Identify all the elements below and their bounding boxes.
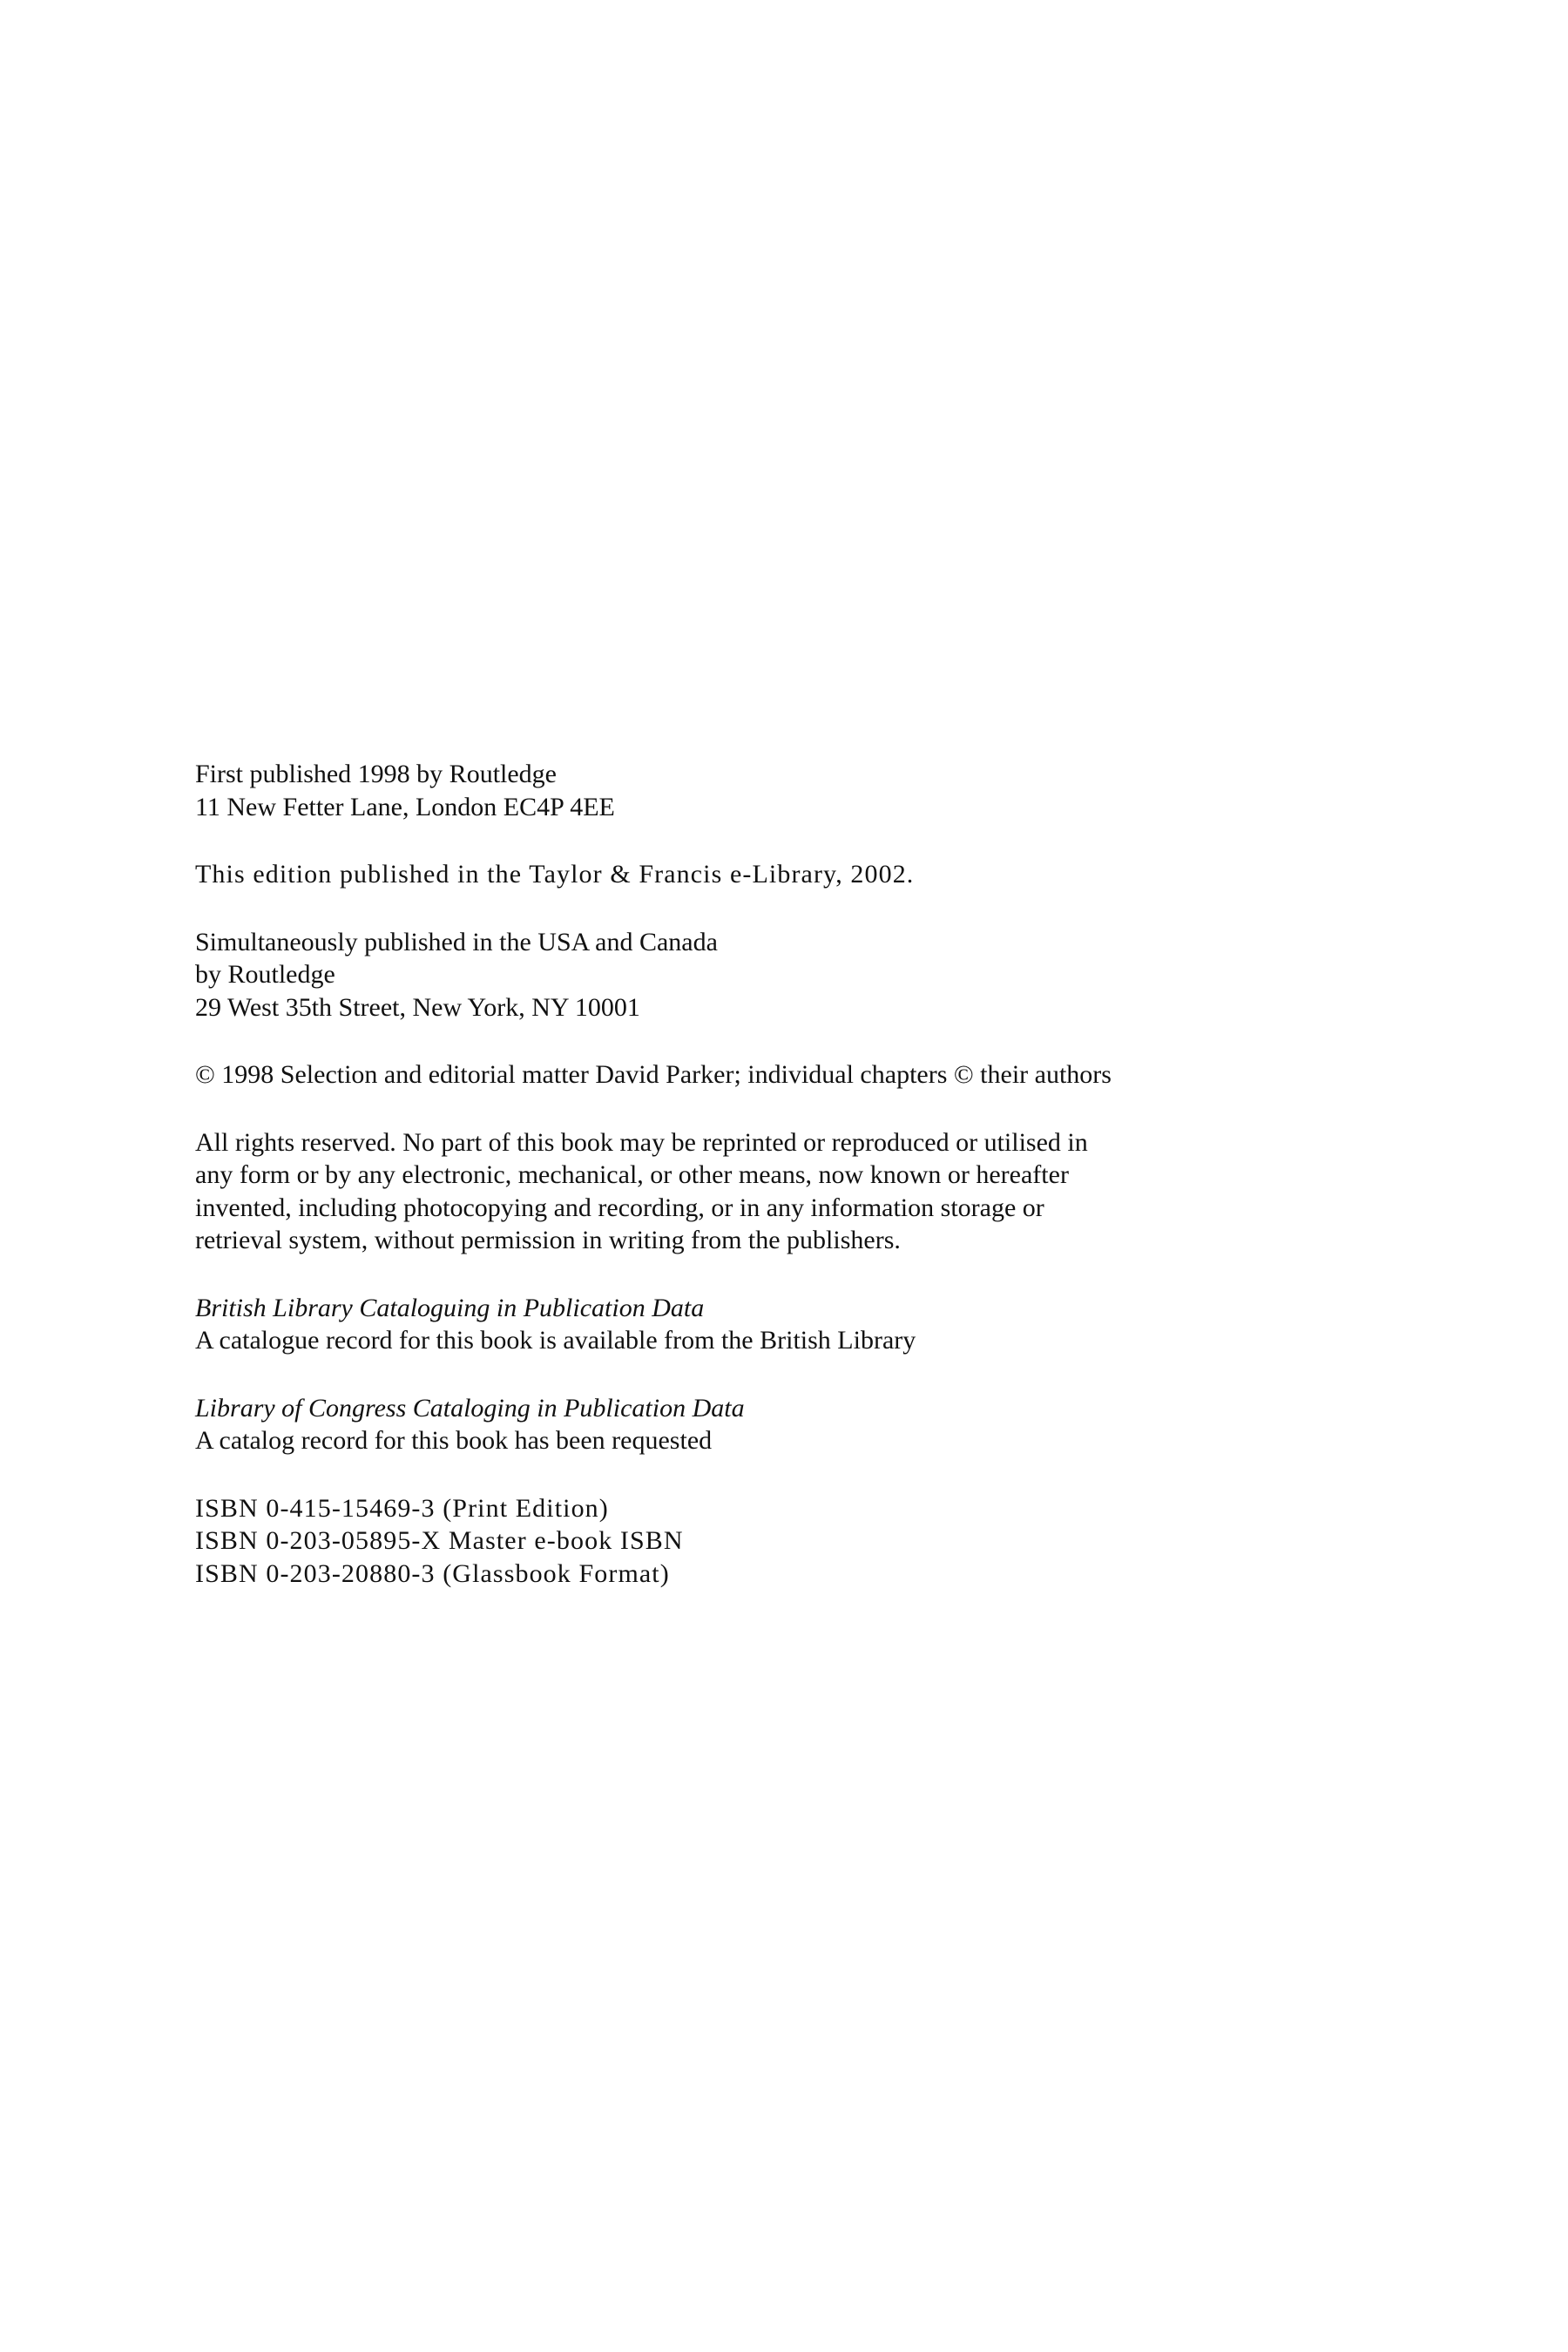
british-library-heading: British Library Cataloguing in Publication Data — [195, 1293, 705, 1322]
publisher-address-line: 11 New Fetter Lane, London EC4P 4EE — [195, 792, 615, 821]
isbn-line: ISBN 0-203-05895-X Master e-book ISBN — [195, 1526, 684, 1555]
rights-line: any form or by any electronic, mechanical, or other means, now known or hereafter — [195, 1160, 1069, 1189]
us-address-line: 29 West 35th Street, New York, NY 10001 — [195, 992, 640, 1022]
isbn-line: ISBN 0-415-15469-3 (Print Edition) — [195, 1493, 609, 1523]
british-library-paragraph — [195, 1292, 1293, 1357]
isbn-line: ISBN 0-203-20880-3 (Glassbook Format) — [195, 1558, 670, 1588]
copyright-block — [195, 758, 1293, 1625]
library-of-congress-text: A catalog record for this book has been requested — [195, 1426, 713, 1455]
simultaneous-publication-paragraph — [195, 926, 1293, 1024]
rights-line: invented, including photocopying and recording, or in any information storage or — [195, 1193, 1044, 1222]
isbn-paragraph — [195, 1492, 1293, 1591]
copyright-paragraph — [195, 1058, 1293, 1092]
rights-line: All rights reserved. No part of this book may be reprinted or reproduced or utilised in — [195, 1127, 1088, 1157]
first-published-line: First published 1998 by Routledge — [195, 760, 557, 788]
simultaneous-line: Simultaneously published in the USA and Canada — [195, 927, 718, 956]
rights-paragraph — [195, 1126, 1293, 1257]
edition-line: This edition published in the Taylor & Francis e-Library, 2002. — [195, 860, 915, 889]
library-of-congress-paragraph — [195, 1392, 1293, 1457]
copyright-notice: © 1998 Selection and editorial matter David Parker; individual chapters © their authors — [195, 1060, 1112, 1089]
rights-line: retrieval system, without permission in writing from the publishers. — [195, 1226, 901, 1254]
british-library-text: A catalogue record for this book is available from the British Library — [195, 1326, 916, 1355]
us-publisher-line: by Routledge — [195, 960, 335, 989]
first-publication-paragraph — [195, 758, 1293, 823]
edition-paragraph — [195, 858, 1293, 891]
library-of-congress-heading: Library of Congress Cataloging in Publication Data — [195, 1393, 745, 1423]
